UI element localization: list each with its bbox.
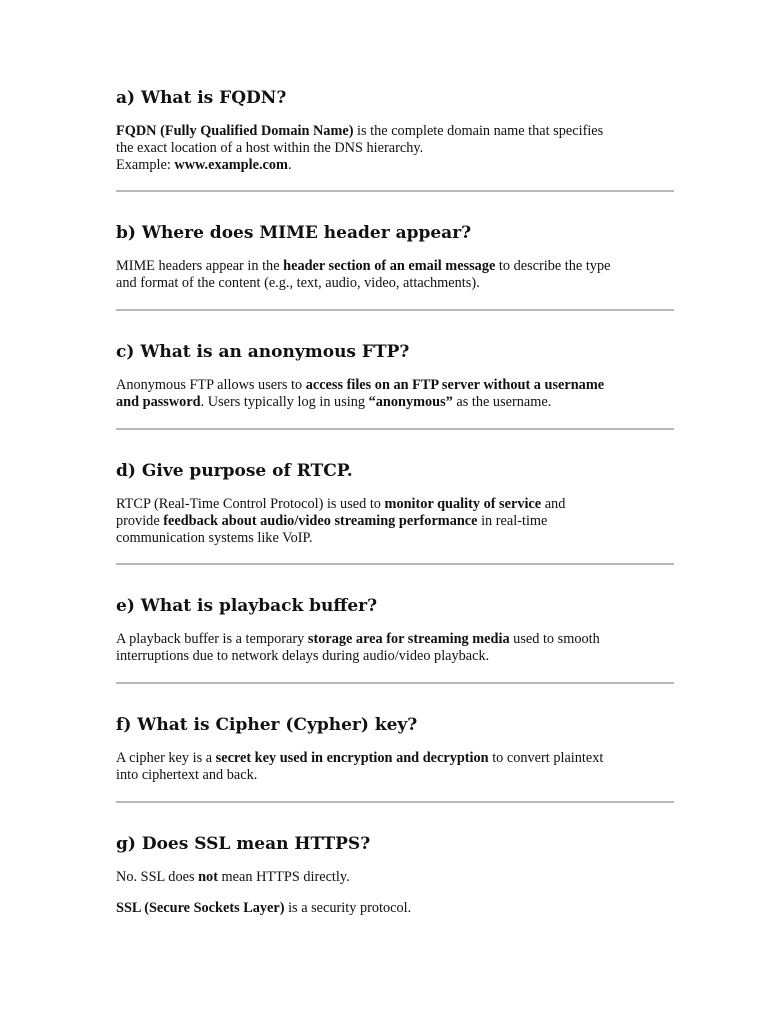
section-body	[116, 631, 674, 665]
section-fqdn	[116, 87, 674, 174]
line: SSL (Secure Sockets Layer) is a security protocol.	[116, 900, 412, 916]
line: A cipher key is a secret key used in encryption and decryption to convert plaintext	[116, 750, 604, 766]
indented-paragraph	[116, 900, 674, 917]
section-divider	[116, 801, 674, 803]
line: and password. Users typically log in using “anonymous” as the username.	[116, 394, 552, 410]
section-anonymous-ftp	[116, 341, 674, 411]
section-heading: b) Where does MIME header appear?	[116, 223, 472, 243]
line: Anonymous FTP allows users to access files on an FTP server without a username	[116, 377, 605, 393]
line: No. SSL does not mean HTTPS directly.	[116, 869, 350, 885]
section-heading: c) What is an anonymous FTP?	[116, 342, 410, 362]
section-body	[116, 869, 674, 886]
section-body	[116, 123, 674, 174]
section-divider	[116, 428, 674, 430]
section-heading: d) Give purpose of RTCP.	[116, 461, 353, 481]
line: into ciphertext and back.	[116, 767, 258, 783]
section-heading: g) Does SSL mean HTTPS?	[116, 834, 371, 854]
line: A playback buffer is a temporary storage area for streaming media used to smooth	[116, 631, 600, 647]
line: RTCP (Real-Time Control Protocol) is used to monitor quality of service and	[116, 496, 566, 512]
section-cipher-key	[116, 714, 674, 784]
section-rtcp	[116, 460, 674, 547]
section-body	[116, 377, 674, 411]
section-divider	[116, 190, 674, 192]
section-mime	[116, 222, 674, 292]
section-divider	[116, 309, 674, 311]
line: the exact location of a host within the DNS hierarchy.	[116, 140, 424, 156]
line: MIME headers appear in the header section of an email message to describe the type	[116, 258, 611, 274]
section-divider	[116, 563, 674, 565]
section-body	[116, 496, 674, 547]
line: provide feedback about audio/video streaming performance in real-time	[116, 513, 548, 529]
section-divider	[116, 682, 674, 684]
section-heading: f) What is Cipher (Cypher) key?	[116, 715, 418, 735]
section-heading: e) What is playback buffer?	[116, 596, 378, 616]
section-ssl-https	[116, 833, 674, 917]
line: communication systems like VoIP.	[116, 530, 313, 546]
section-body	[116, 258, 674, 292]
section-heading: a) What is FQDN?	[116, 88, 287, 108]
line: interruptions due to network delays during audio/video playback.	[116, 648, 490, 664]
line: and format of the content (e.g., text, audio, video, attachments).	[116, 275, 480, 291]
section-playback-buffer	[116, 595, 674, 665]
line: FQDN (Fully Qualified Domain Name) is the complete domain name that specifies	[116, 123, 604, 139]
section-body	[116, 750, 674, 784]
line: Example: www.example.com.	[116, 157, 292, 173]
